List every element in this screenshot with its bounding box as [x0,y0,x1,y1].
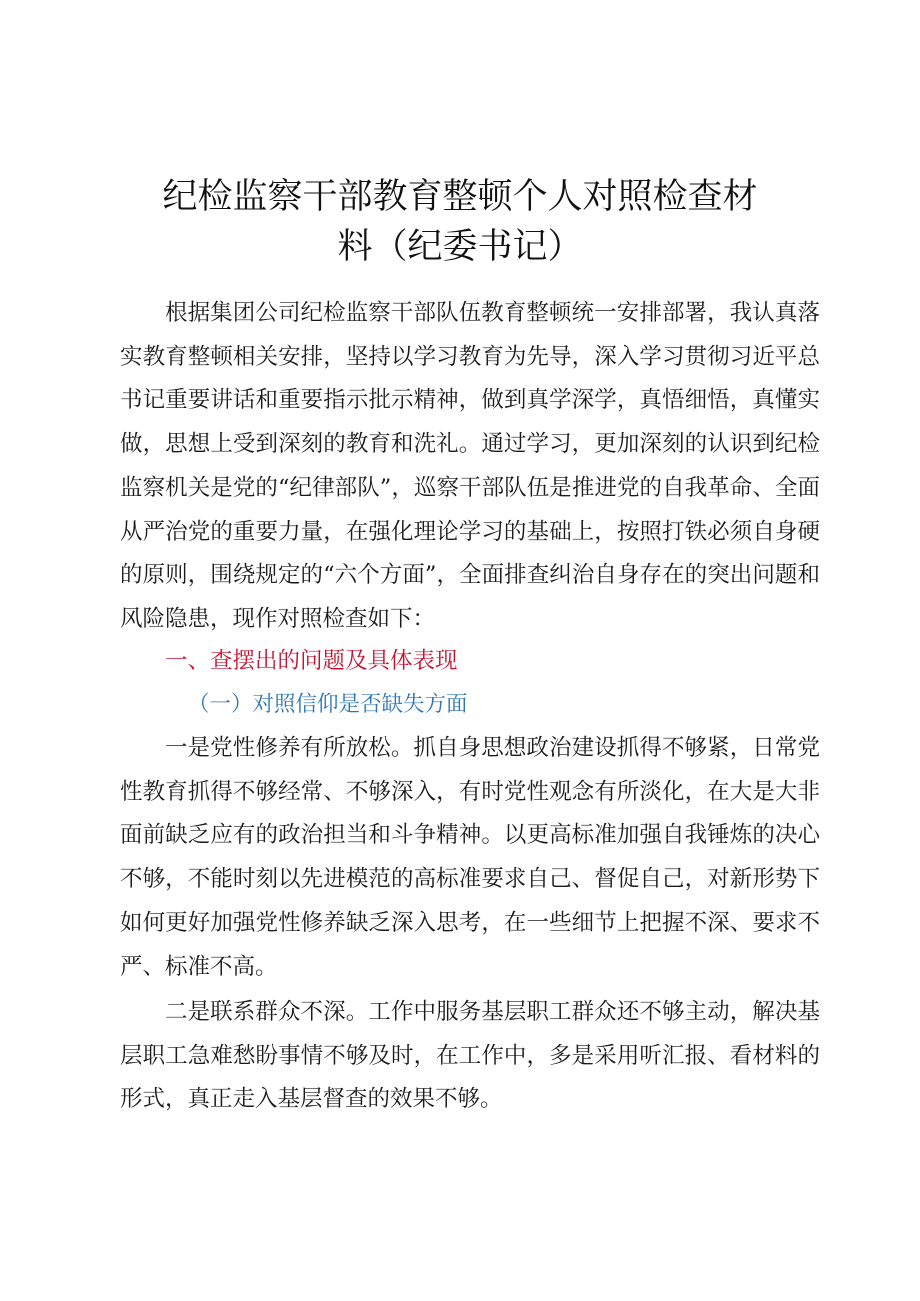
section-heading: 一、查摆出的问题及具体表现 [165,648,458,674]
document-title-line-1: 纪检监察干部教育整顿个人对照检查材 [162,177,758,217]
body-paragraph-party-spirit: 一是党性修养有所放松。抓自身思想政治建设抓得不够紧，日常党性教育抓得不够经常、不够深入，有时党性观念有所淡化，在大是大非面前缺乏应有的政治担当和斗争精神。以更高标准加强自我锤炼的决心不够，不能时刻以先进模范的高标准要求自己、督促自己，对新形势下如何更好加强党性修养缺乏深入思考，在一些细节上把握不深、要求不严、标准不高。 [120,735,820,980]
document-title-line-2: 料（纪委书记） [337,227,583,267]
subsection-heading: （一）对照信仰是否缺失方面 [188,692,468,717]
intro-paragraph: 根据集团公司纪检监察干部队伍教育整顿统一安排部署，我认真落实教育整顿相关安排，坚持以学习教育为先导，深入学习贯彻习近平总书记重要讲话和重要指示批示精神，做到真学深学，真悟细悟，真懂实做，思想上受到深刻的教育和洗礼。通过学习，更加深刻的认识到纪检监察机关是党的“纪律部队”，巡察干部队伍是推进党的自我革命、全面从严治党的重要力量，在强化理论学习的基础上，按照打铁必须自身硬的原则，围绕规定的“六个方面”，全面排查纠治自身存在的突出问题和风险隐患，现作对照检查如下： [120,300,820,632]
body-paragraph-mass-contact: 二是联系群众不深。工作中服务基层职工群众还不够主动，解决基层职工急难愁盼事情不够及时，在工作中，多是采用听汇报、看材料的形式，真正走入基层督查的效果不够。 [120,999,820,1113]
